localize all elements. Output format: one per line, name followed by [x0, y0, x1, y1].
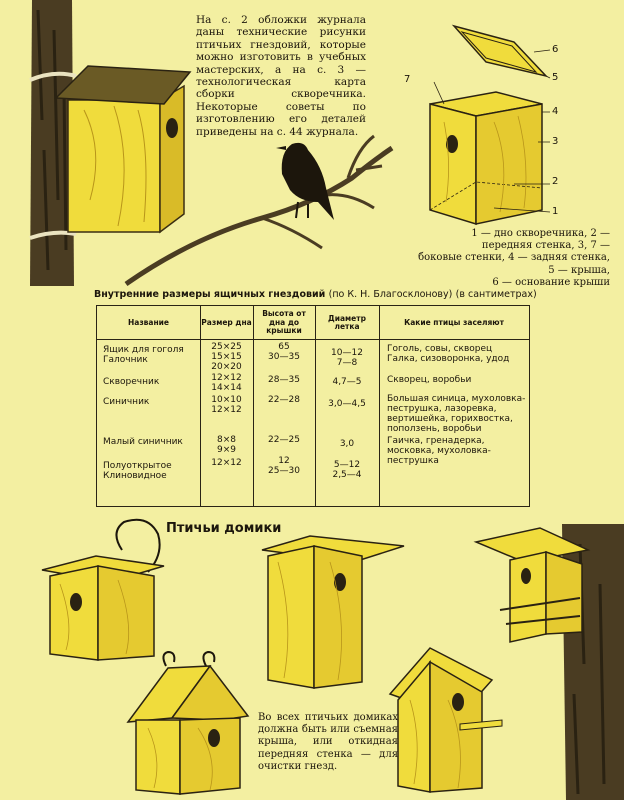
table-author: (по К. Н. Благосклонову) [328, 289, 453, 300]
table-units: (в сантиметрах) [455, 289, 537, 300]
birdhouse-gable-roof-illustration [122, 648, 262, 798]
birdhouse-perch-illustration [386, 640, 506, 798]
table-cell-height: 65 30—35 [268, 342, 300, 362]
table-cell-name: Скворечник [103, 377, 160, 387]
nest-box-dimensions-table [96, 305, 530, 507]
table-cell-diameter: 3,0 [339, 439, 355, 449]
diagram-number-6: 6 [552, 44, 559, 55]
table-cell-birds: Гоголь, совы, скворец Галка, сизоворонка, удод [387, 344, 510, 364]
header-bottom-size: Размер дна [201, 317, 252, 327]
table-cell-name: Полуоткрытое Клиновидное [103, 461, 172, 481]
table-cell-bottom: 25×25 15×15 20×20 [211, 342, 242, 372]
table-cell-height: 28—35 [268, 375, 300, 385]
table-cell-diameter: 5—12 2,5—4 [332, 460, 362, 480]
table-cell-name: Ящик для гоголя Галочник [103, 345, 184, 365]
diagram-number-2: 2 [552, 176, 559, 187]
table-cell-name: Синичник [103, 397, 150, 407]
table-cell-bottom: 12×12 [211, 458, 242, 468]
diagram-number-1: 1 [552, 206, 559, 217]
bird-on-branch-illustration [112, 118, 404, 290]
diagram-number-3: 3 [552, 136, 559, 147]
bottom-note: Во всех птичьих домиках должна быть или съемная крыша, или откидная передняя стенка — для очистки гнезд. [258, 712, 398, 772]
diagram-number-4: 4 [552, 106, 559, 117]
table-cell-birds: Большая синица, мухоловка- пеструшка, лазоревка, вертишейка, горихвостка, поползень, воробьи [387, 394, 526, 434]
table-cell-height: 22—28 [268, 395, 300, 405]
table-cell-height: 12 25—30 [268, 456, 300, 476]
table-cell-diameter: 4,7—5 [332, 377, 362, 387]
parts-legend [414, 228, 610, 289]
table-cell-birds: Гаичка, гренадерка, московка, мухоловка-пеструшка [387, 436, 491, 466]
diagram-number-7: 7 [404, 74, 411, 85]
table-cell-bottom: 8×8 9×9 [217, 435, 236, 455]
header-height: Высота от дна до крышки [262, 309, 306, 336]
header-diameter: Диаметр летка [328, 313, 366, 331]
birdhouse-hanging-illustration [38, 514, 174, 664]
header-birds: Какие птицы заселяют [404, 317, 504, 327]
birdhouse-tall-illustration [258, 532, 406, 692]
legend-line: боковые стенки, 4 — задняя стенка, 5 — крыша, [418, 252, 610, 276]
birdhouse-parts-diagram [414, 12, 620, 226]
table-cell-birds: Скворец, воробьи [387, 375, 472, 385]
table-cell-height: 22—25 [268, 435, 300, 445]
table-cell-diameter: 10—12 7—8 [331, 348, 363, 368]
legend-line: передняя стенка, 3, 7 — [481, 240, 610, 252]
section-title: Птичьи домики [166, 521, 282, 536]
table-cell-bottom: 12×12 14×14 [211, 373, 242, 393]
header-name: Название [127, 317, 170, 327]
table-cell-name: Малый синичник [103, 437, 183, 447]
table-title [94, 289, 614, 300]
legend-line: 6 — основание крыши [492, 276, 610, 288]
legend-line: 1 — дно скворечника, 2 — [471, 228, 610, 239]
diagram-number-5: 5 [552, 72, 559, 83]
table-cell-bottom: 10×10 12×12 [211, 395, 242, 415]
table-cell-diameter: 3,0—4,5 [328, 399, 366, 409]
intro-text: На с. 2 обложки журнала даны технические рисунки птичьих гнездовий, которые можно изготовить в учебных мастерских, а на с. 3 — технологическая карта сборки скворечника. Некоторые советы по изготовлению его деталей приведены на с. 44 журнала. [196, 14, 366, 138]
table-title-text: Внутренние размеры ящичных гнездовий [94, 289, 326, 300]
